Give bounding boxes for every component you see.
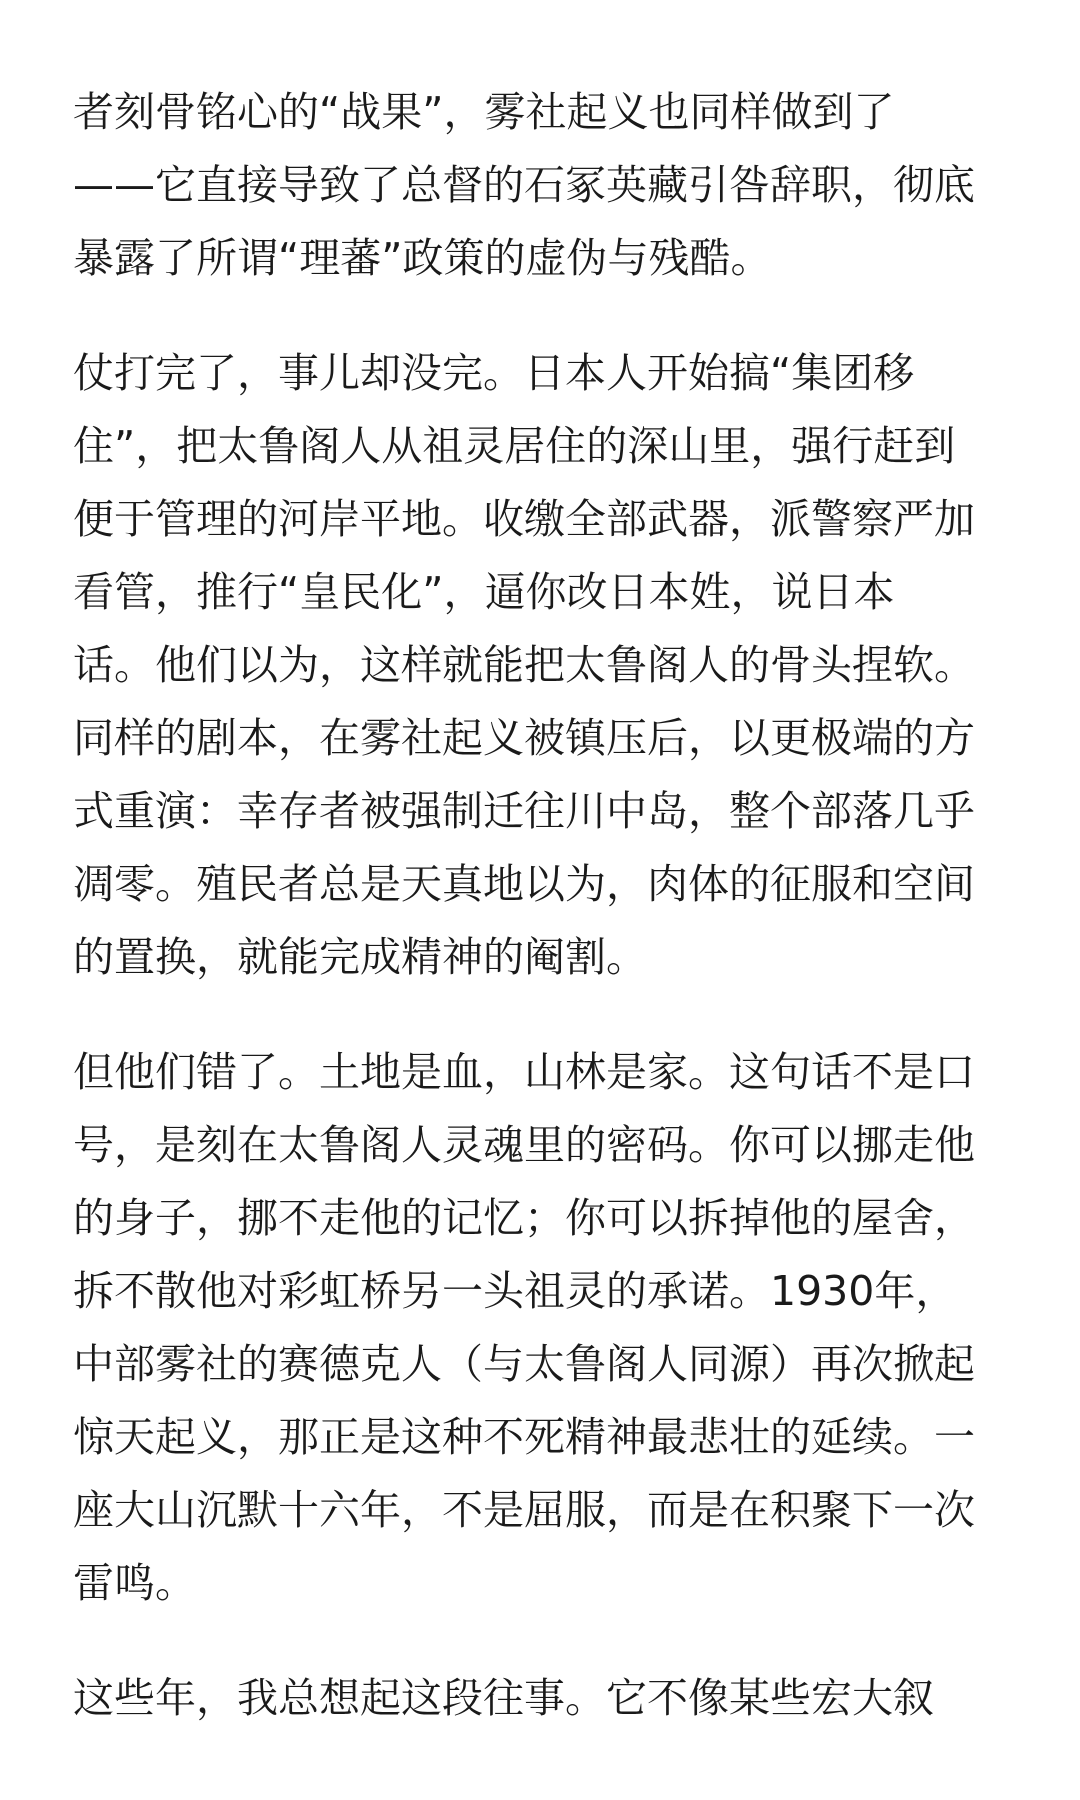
text-line: 者刻骨铭心的“战果”，雾社起义也同样做到了 [73,88,895,136]
text-line: 雷鸣。 [73,1559,196,1607]
text-line: 这些年，我总想起这段往事。它不像某些宏大叙 [73,1674,934,1722]
text-line: 仗打完了，事儿却没完。日本人开始搞“集团移 [73,349,915,397]
text-line: 座大山沉默十六年，不是屈服，而是在积聚下一次 [73,1486,975,1534]
text-line: 拆不散他对彩虹桥另一头祖灵的承诺。1930年， [73,1267,957,1315]
text-line: 号，是刻在太鲁阁人灵魂里的密码。你可以挪走他 [73,1121,975,1169]
text-line: 看管，推行“皇民化”，逼你改日本姓，说日本 [73,568,895,616]
text-line: 的置换，就能完成精神的阉割。 [73,933,647,981]
paragraph-3 [0,1036,1080,1620]
text-line: 但他们错了。土地是血，山林是家。这句话不是口 [73,1048,975,1096]
text-line: 式重演：幸存者被强制迁往川中岛，整个部落几乎 [73,787,975,835]
text-line: 暴露了所谓“理蕃”政策的虚伪与残酷。 [73,234,772,282]
text-line: 话。他们以为，这样就能把太鲁阁人的骨头捏软。 [73,641,975,689]
text-line: 便于管理的河岸平地。收缴全部武器，派警察严加 [73,495,975,543]
text-line: 的身子，挪不走他的记忆；你可以拆掉他的屋舍， [73,1194,975,1242]
text-line: 住”，把太鲁阁人从祖灵居住的深山里，强行赶到 [73,422,956,470]
text-line: ——它直接导致了总督的石冢英藏引咎辞职，彻底 [73,161,975,209]
text-line: 中部雾社的赛德克人（与太鲁阁人同源）再次掀起 [73,1340,975,1388]
text-line: 凋零。殖民者总是天真地以为，肉体的征服和空间 [73,860,975,908]
text-line: 同样的剧本，在雾社起义被镇压后，以更极端的方 [73,714,975,762]
paragraph-4 [0,1662,1080,1735]
paragraph-1 [0,76,1080,295]
text-line: 惊天起义，那正是这种不死精神最悲壮的延续。一 [73,1413,975,1461]
paragraph-2 [0,337,1080,994]
